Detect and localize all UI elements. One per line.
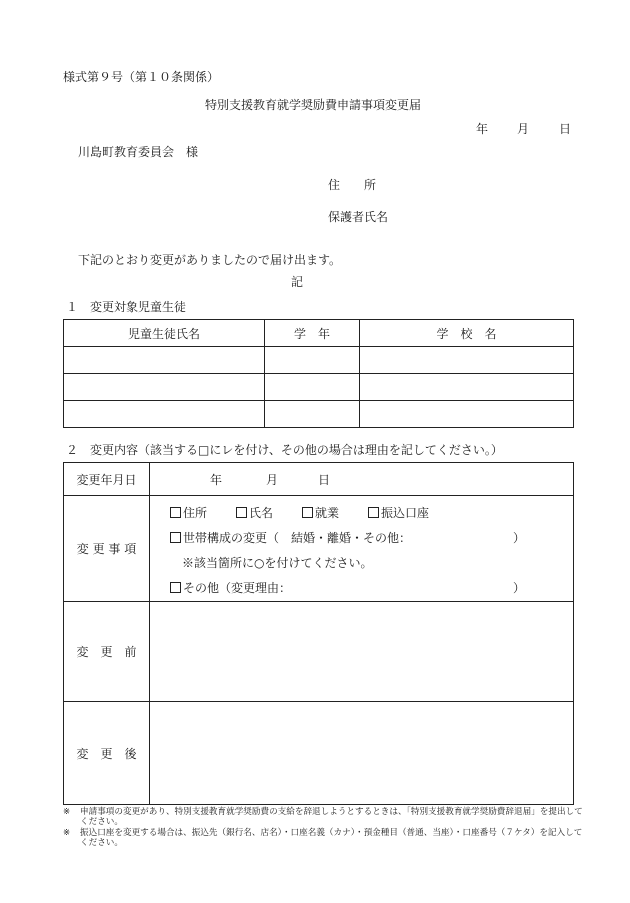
grade-cell[interactable] (265, 374, 360, 401)
ki-heading: 記 (291, 275, 304, 289)
after-label: 変 更 後 (64, 702, 150, 805)
circle-note: ※該当箇所に○を付けてください。 (182, 556, 373, 570)
change-items-label: 変 更 事 項 (64, 496, 150, 602)
date-day: 日 (559, 122, 572, 136)
change-date-day: 日 (318, 473, 331, 487)
checkbox-icon[interactable] (170, 532, 181, 543)
option-household[interactable] (170, 529, 411, 546)
col-student-name: 児童生徒氏名 (64, 320, 265, 347)
checkbox-icon[interactable] (170, 582, 181, 593)
change-date-row (64, 463, 574, 496)
intro-text: 下記のとおり変更がありましたので届け出ます。 (78, 253, 342, 267)
before-field[interactable] (150, 602, 574, 702)
before-row (64, 602, 574, 702)
address-label: 住 所 (328, 178, 377, 192)
household-paren-close: ） (513, 531, 526, 545)
form-title: 特別支援教育就学奨励費申請事項変更届 (205, 98, 422, 112)
school-name-cell[interactable] (360, 347, 574, 374)
students-header-row (64, 320, 574, 347)
option-bank-account[interactable] (368, 504, 429, 521)
option-employment[interactable] (302, 504, 339, 521)
note2-mark: ※ (63, 828, 71, 838)
grade-cell[interactable] (265, 347, 360, 374)
checkbox-icon[interactable] (236, 507, 247, 518)
option-other-label: その他（変更理由： (183, 581, 292, 595)
before-label: 変 更 前 (64, 602, 150, 702)
section2-heading: ２ 変更内容（該当する□にレを付け、その他の場合は理由を記してください。） (66, 443, 503, 457)
change-items-row (64, 496, 574, 602)
table-row (64, 347, 574, 374)
col-school-name: 学 校 名 (360, 320, 574, 347)
school-name-cell[interactable] (360, 401, 574, 428)
option-address-label: 住所 (183, 506, 208, 520)
option-name[interactable] (236, 504, 273, 521)
checkbox-icon[interactable] (302, 507, 313, 518)
option-household-label: 世帯構成の変更（ 結婚・離婚・その他： (183, 531, 412, 545)
checkbox-icon[interactable] (170, 507, 181, 518)
student-name-cell[interactable] (64, 401, 265, 428)
option-employment-label: 就業 (315, 506, 340, 520)
after-row (64, 702, 574, 805)
student-name-cell[interactable] (64, 347, 265, 374)
table-row (64, 401, 574, 428)
students-table (63, 319, 574, 428)
form-number: 様式第９号（第１０条関係） (63, 70, 220, 84)
col-grade: 学 年 (265, 320, 360, 347)
school-name-cell[interactable] (360, 374, 574, 401)
date-year: 年 (476, 122, 489, 136)
addressee: 川島町教育委員会 様 (78, 145, 199, 159)
note1-mark: ※ (63, 807, 71, 817)
after-field[interactable] (150, 702, 574, 805)
date-month: 月 (517, 122, 530, 136)
note2-text: 振込口座を変更する場合は、振込先（銀行名、店名）・口座名義（カナ）・預金種目（普通、当座）・口座番号（７ケタ）を記入してください。 (80, 828, 583, 848)
checkbox-icon[interactable] (368, 507, 379, 518)
other-paren-close: ） (513, 581, 526, 595)
table-row (64, 374, 574, 401)
change-date-year: 年 (210, 473, 223, 487)
grade-cell[interactable] (265, 401, 360, 428)
change-date-field[interactable] (150, 463, 574, 496)
change-date-month: 月 (266, 473, 279, 487)
option-other[interactable] (170, 579, 291, 596)
changes-table (63, 462, 574, 805)
option-bank-account-label: 振込口座 (381, 506, 430, 520)
student-name-cell[interactable] (64, 374, 265, 401)
option-address[interactable] (170, 504, 207, 521)
note1-text: 申請事項の変更があり、特別支援教育就学奨励費の支給を辞退しようとするときは、「特別支援教育就学奨励費辞退届」を提出してください。 (80, 807, 583, 827)
change-date-label: 変更年月日 (64, 463, 150, 496)
section1-heading: １ 変更対象児童生徒 (66, 300, 187, 314)
change-items-field (150, 496, 574, 602)
option-name-label: 氏名 (249, 506, 274, 520)
guardian-name-label: 保護者氏名 (328, 210, 389, 224)
